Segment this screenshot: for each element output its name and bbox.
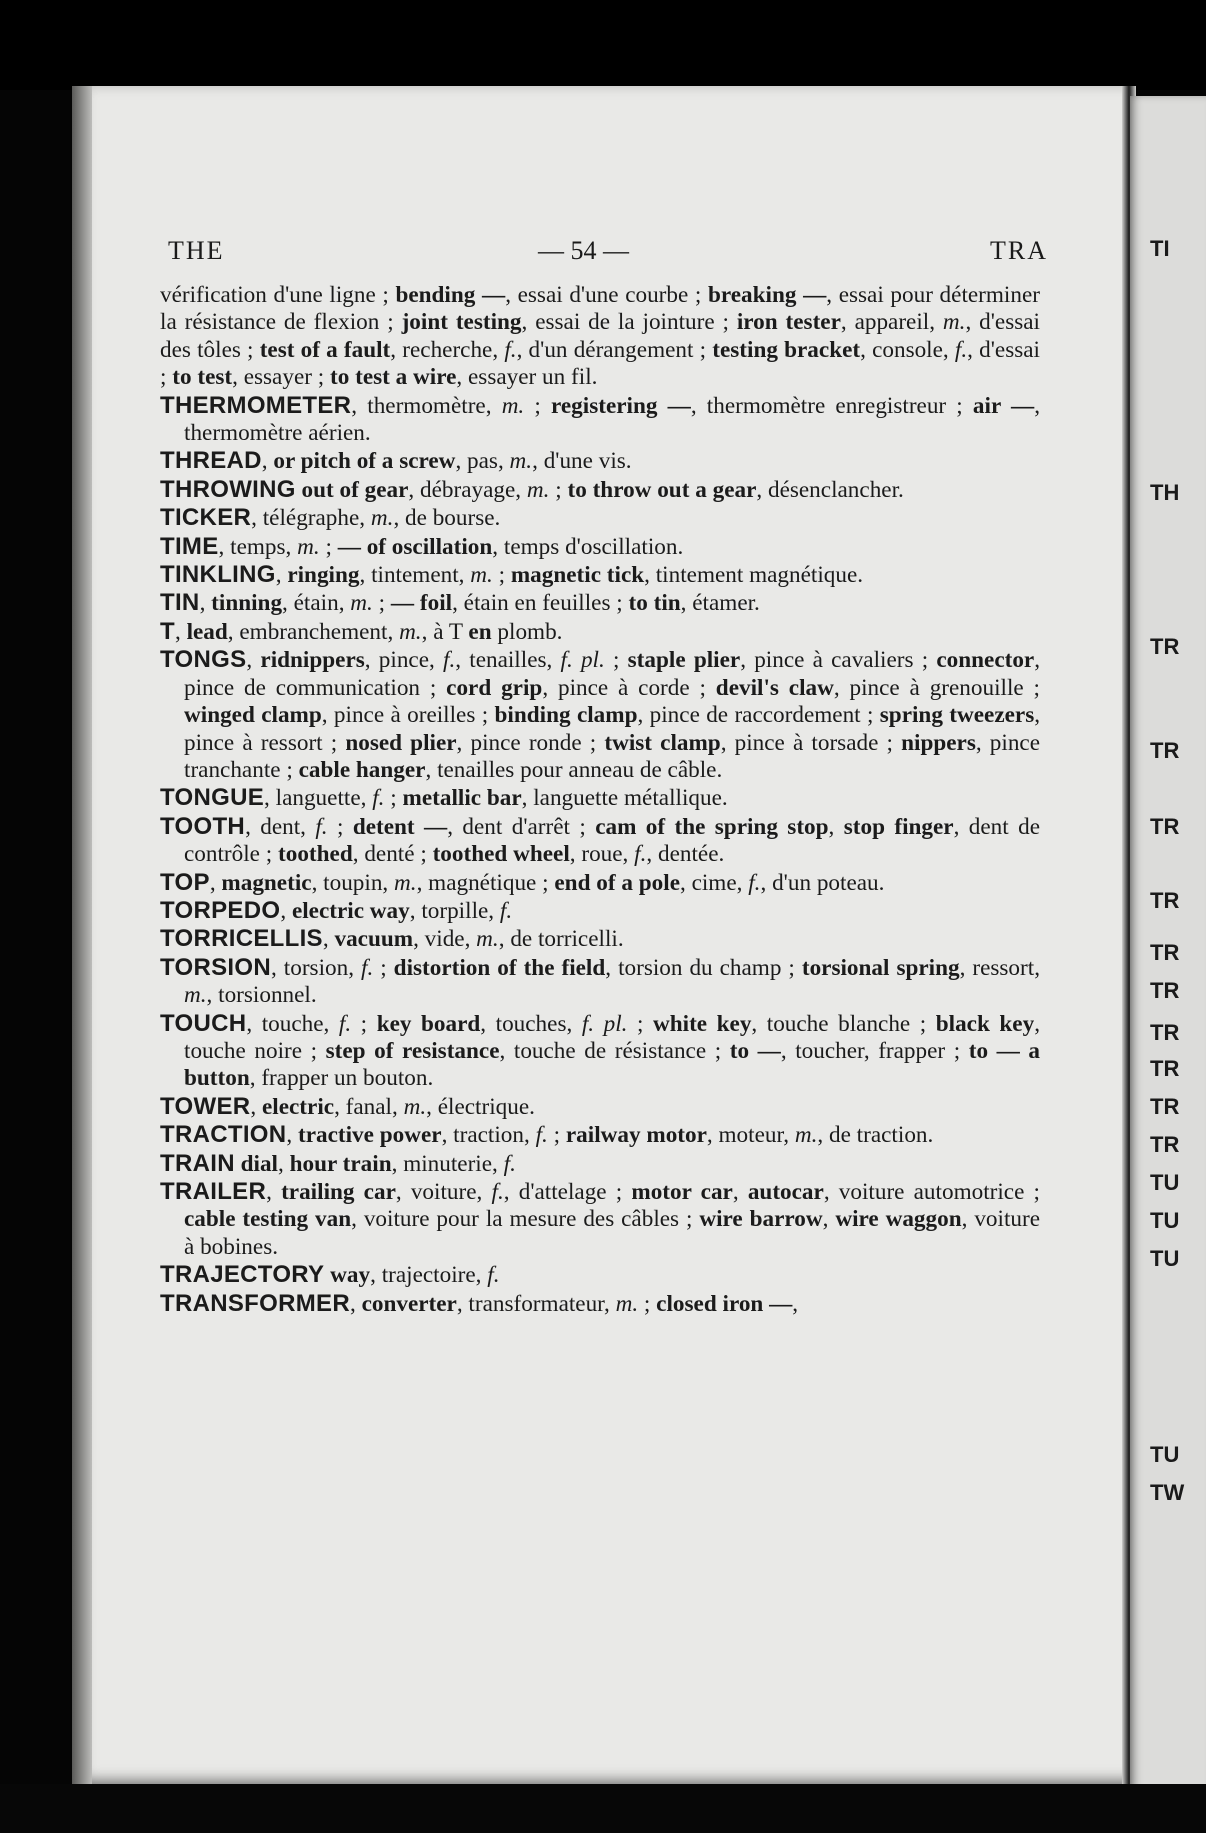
- page-spine-shadow: [72, 86, 92, 1784]
- headword: TICKER: [160, 504, 252, 532]
- dictionary-entry: [160, 869, 1040, 897]
- entry-text: , temps,: [218, 533, 298, 560]
- entry-text: , toupin,: [311, 869, 395, 896]
- headword: TORPEDO: [160, 896, 281, 924]
- entry-text: ,: [199, 590, 212, 617]
- entry-text: , dent d'arrêt ;: [447, 813, 596, 840]
- headword: TRANSFORMER: [160, 1289, 350, 1317]
- facing-page-headword-fragment: TR: [1150, 940, 1180, 965]
- english-term: cable hanger: [298, 756, 426, 783]
- entry-text: , étain en feuilles ;: [452, 590, 629, 617]
- entry-text: , torsionnel.: [206, 982, 317, 1009]
- page-number: — 54 —: [538, 236, 629, 265]
- english-term: magnetic tick: [510, 562, 645, 589]
- entry-text: , tintement magnétique.: [644, 562, 864, 589]
- gender-abbrev: m.: [470, 562, 493, 589]
- headword: TONGUE: [160, 784, 265, 812]
- english-term: devil's claw: [715, 674, 834, 701]
- entry-text: , touche de résistance ;: [499, 1037, 730, 1064]
- english-term: closed iron —: [656, 1290, 793, 1317]
- entry-text: ,: [246, 647, 261, 674]
- gender-abbrev: f.: [361, 954, 374, 981]
- entry-text: ,: [278, 1150, 290, 1177]
- entry-text: , tenailles,: [455, 647, 561, 674]
- entry-text: ;: [351, 1010, 377, 1037]
- facing-page-headword-fragment: TU: [1150, 1208, 1180, 1233]
- english-term: iron tester: [736, 309, 841, 336]
- entry-text: , dentée.: [646, 841, 725, 868]
- dictionary-entry: [160, 897, 1040, 925]
- entry-text: , pince de communication ;: [184, 647, 1041, 701]
- entry-text: , pince à oreilles ;: [321, 702, 495, 729]
- english-term: stop finger: [843, 813, 954, 840]
- english-term: magnetic: [221, 869, 312, 896]
- english-term: trailing car: [281, 1179, 396, 1205]
- headword: T: [160, 617, 175, 645]
- gender-abbrev: m.: [942, 309, 966, 336]
- english-term: black key: [935, 1010, 1035, 1037]
- entry-text: , touches,: [480, 1010, 582, 1037]
- facing-page-headword-fragment: TU: [1150, 1246, 1180, 1271]
- entry-text: , vide,: [413, 926, 477, 953]
- entry-text: , pince à ressort ;: [184, 702, 1041, 756]
- gender-abbrev: f.: [748, 869, 761, 896]
- entry-text: , toucher, frapper ;: [780, 1037, 969, 1064]
- facing-page-headword-fragment: TR: [1150, 888, 1180, 913]
- entry-text: , touche noire ;: [184, 1010, 1040, 1064]
- entry-text: , voiture à bobines.: [184, 1206, 1040, 1260]
- facing-page-headword-fragment: TW: [1150, 1480, 1185, 1505]
- gender-abbrev: f.: [535, 1122, 548, 1149]
- english-term: testing bracket: [712, 336, 861, 363]
- entry-text: , pince à torsade ;: [720, 729, 902, 756]
- english-term: cord grip: [446, 674, 543, 701]
- header-left-guide-word: THE: [168, 236, 225, 265]
- english-term: cam of the spring stop: [595, 813, 829, 840]
- facing-page-headword-fragment: TR: [1150, 1132, 1180, 1157]
- entry-text: , trajectoire,: [370, 1262, 488, 1289]
- scan-border-bottom: [0, 1784, 1206, 1833]
- entry-text: ,: [828, 813, 844, 840]
- gender-abbrev: f.: [954, 336, 968, 363]
- english-term: cable testing van: [184, 1206, 352, 1233]
- headword: TIN: [160, 589, 200, 617]
- entry-text: , fanal,: [334, 1093, 404, 1120]
- english-term: en: [468, 618, 492, 645]
- entry-text: , temps d'oscillation.: [492, 533, 684, 560]
- english-term: autocar: [747, 1179, 824, 1205]
- headword: TRACTION: [160, 1121, 287, 1149]
- gender-abbrev: f.: [499, 897, 513, 924]
- entry-text: ;: [319, 533, 338, 560]
- entry-text: ,: [250, 1093, 262, 1120]
- entry-text: ,: [261, 448, 274, 475]
- english-term: toothed: [278, 841, 353, 868]
- entry-text: , essai pour déterminer la résistance de flexion ;: [160, 282, 1040, 336]
- entry-text: , pince tranchante ;: [184, 729, 1041, 783]
- entry-text: , télégraphe,: [251, 505, 371, 532]
- english-term: tractive power: [297, 1122, 442, 1149]
- english-term: to —: [729, 1037, 781, 1064]
- english-term: railway motor: [565, 1122, 707, 1149]
- english-term: to tin: [628, 590, 681, 617]
- headword: TONGS: [160, 646, 247, 674]
- entry-text: , cime,: [679, 869, 749, 896]
- english-term: nippers: [901, 729, 976, 756]
- dictionary-entries: [160, 282, 1040, 1318]
- entry-text: ,: [349, 1290, 362, 1317]
- entry-text: ;: [384, 785, 403, 812]
- gender-abbrev: m.: [509, 448, 533, 475]
- headword: TORSION: [160, 953, 272, 981]
- gender-abbrev: f.: [491, 1179, 504, 1205]
- entry-text: ;: [549, 476, 568, 503]
- english-term: test of a fault: [259, 336, 391, 363]
- gender-abbrev: f.: [504, 336, 517, 363]
- entry-text: , dent,: [245, 813, 316, 840]
- english-term: air —: [972, 392, 1035, 419]
- english-term: vacuum: [334, 926, 414, 953]
- gender-abbrev: m.: [794, 1122, 818, 1149]
- entry-text: , pince de raccordement ;: [637, 702, 880, 729]
- english-term: wire barrow: [699, 1206, 823, 1233]
- headword: TOUCH: [160, 1009, 247, 1037]
- dictionary-entry: [160, 1178, 1040, 1261]
- headword: TRAIN: [160, 1149, 235, 1177]
- english-term: white key: [652, 1010, 752, 1037]
- entry-text: , à T: [421, 618, 469, 645]
- english-term: bending —: [395, 282, 506, 308]
- dictionary-entry: [160, 813, 1040, 869]
- entry-text: plomb.: [491, 618, 563, 645]
- gender-abbrev: f.: [315, 813, 328, 840]
- facing-page-headword-fragment: TR: [1150, 1056, 1180, 1081]
- english-term: distortion of the field: [393, 954, 606, 981]
- entry-text: , pas,: [455, 448, 510, 475]
- dictionary-entry: [160, 589, 1040, 617]
- english-term: hour train: [289, 1150, 392, 1177]
- facing-page-headword-fragment: TR: [1150, 1020, 1180, 1045]
- gender-abbrev: f. pl.: [581, 1010, 628, 1037]
- entry-text: ,: [822, 1206, 836, 1233]
- headword: TORRICELLIS: [160, 925, 323, 953]
- entry-text: ;: [547, 1122, 566, 1149]
- english-term: detent —: [352, 813, 448, 840]
- entry-text: , pince à grenouille ;: [833, 674, 1040, 701]
- facing-page-headword-fragment: TR: [1150, 814, 1180, 839]
- entry-text: , thermomètre,: [351, 392, 502, 419]
- entry-text: , roue,: [569, 841, 635, 868]
- entry-text: ,: [286, 1122, 298, 1149]
- entry-text: , transformateur,: [456, 1290, 616, 1317]
- gender-abbrev: m.: [394, 869, 417, 896]
- english-term: to test a wire: [330, 364, 457, 391]
- entry-text: ,: [280, 897, 292, 924]
- entry-text: , thermomètre aérien.: [184, 392, 1040, 447]
- facing-page-headword-fragment: TU: [1150, 1170, 1180, 1195]
- dictionary-entry: [160, 618, 1040, 646]
- gender-abbrev: f.: [338, 1010, 352, 1037]
- facing-page-headword-fragment: TH: [1150, 480, 1180, 505]
- english-term: to throw out a gear: [567, 476, 757, 503]
- entry-text: ;: [627, 1010, 653, 1037]
- gender-abbrev: f.: [487, 1262, 500, 1289]
- entry-text: , torpille,: [409, 897, 500, 924]
- entry-text: , débrayage,: [408, 476, 527, 503]
- entry-text: , console,: [860, 336, 955, 363]
- english-term: motor car: [631, 1179, 733, 1205]
- english-term: to test: [172, 364, 233, 391]
- english-term: — of oscillation: [337, 533, 493, 560]
- entry-text: ;: [372, 590, 391, 617]
- entry-text: , d'un poteau.: [760, 869, 885, 896]
- entry-text: , appareil,: [840, 309, 943, 336]
- entry-text: , magnétique ;: [416, 869, 555, 896]
- headword: THERMOMETER: [160, 391, 352, 419]
- english-term: spring tweezers: [879, 702, 1035, 729]
- dictionary-entry: [160, 1261, 1040, 1289]
- facing-page-headword-fragment: TR: [1150, 634, 1180, 659]
- dictionary-entry: [160, 392, 1040, 448]
- english-term: — foil: [390, 590, 453, 617]
- english-term: to — a button: [184, 1037, 1040, 1092]
- entry-text: ,: [209, 869, 222, 896]
- dictionary-entry: [160, 784, 1040, 812]
- entry-continuation: [160, 282, 1040, 392]
- entry-text: , étain,: [282, 590, 351, 617]
- entry-text: , essai d'une courbe ;: [505, 282, 708, 308]
- entry-text: , torsion du champ ;: [605, 954, 802, 981]
- english-term: winged clamp: [184, 702, 322, 729]
- english-term: out of gear: [301, 476, 409, 503]
- entry-text: , de torricelli.: [498, 926, 624, 953]
- headword: TRAJECTORY: [160, 1261, 325, 1289]
- dictionary-entry: [160, 646, 1040, 784]
- english-term: ridnippers: [260, 647, 365, 674]
- gender-abbrev: m.: [370, 505, 394, 532]
- headword: TOWER: [160, 1092, 251, 1120]
- english-term: staple plier: [627, 647, 741, 674]
- entry-text: ;: [373, 954, 394, 981]
- entry-text: , électrique.: [426, 1093, 535, 1120]
- entry-text: , d'une vis.: [532, 448, 632, 475]
- entry-text: ,: [732, 1179, 748, 1205]
- english-term: torsional spring: [801, 954, 960, 981]
- entry-text: , touche blanche ;: [751, 1010, 936, 1037]
- english-term: metallic bar: [402, 785, 522, 812]
- entry-text: , voiture pour la mesure des câbles ;: [351, 1206, 700, 1233]
- entry-text: , languette,: [264, 785, 373, 812]
- english-term: binding clamp: [494, 702, 638, 729]
- entry-text: , pince,: [364, 647, 443, 674]
- headword: TIME: [160, 532, 219, 560]
- entry-text: , d'essai des tôles ;: [160, 309, 1040, 363]
- entry-text: ,: [322, 926, 335, 953]
- entry-text: vérification d'une ligne ;: [160, 282, 396, 308]
- english-term: tinning: [211, 590, 283, 617]
- scan-border-top: [0, 0, 1206, 90]
- entry-text: , essayer ;: [232, 364, 330, 391]
- entry-text: ;: [524, 392, 552, 419]
- running-header: [168, 236, 1048, 270]
- facing-page-headword-fragment: TR: [1150, 1094, 1180, 1119]
- headword: TINKLING: [160, 561, 276, 589]
- english-term: way: [330, 1262, 371, 1289]
- english-term: lead: [186, 618, 228, 645]
- gender-abbrev: f.: [634, 841, 647, 868]
- headword: TOOTH: [160, 812, 246, 840]
- entry-text: , tenailles pour anneau de câble.: [425, 756, 723, 783]
- english-term: wire waggon: [835, 1206, 962, 1233]
- entry-text: , voiture automotrice ;: [823, 1179, 1041, 1205]
- gender-abbrev: m.: [403, 1093, 427, 1120]
- gender-abbrev: f.: [503, 1150, 516, 1177]
- entry-text: , de traction.: [817, 1122, 934, 1149]
- facing-page-headword-fragment: TR: [1150, 978, 1180, 1003]
- headword: TOP: [160, 868, 210, 896]
- headword: TRAILER: [160, 1178, 267, 1205]
- entry-text: , d'attelage ;: [503, 1179, 632, 1205]
- dictionary-entry: [160, 561, 1040, 589]
- facing-page-headword-fragment: TR: [1150, 738, 1180, 763]
- entry-text: , thermomètre enregistreur ;: [690, 392, 973, 419]
- gender-abbrev: m.: [399, 618, 422, 645]
- entry-text: , voiture,: [395, 1179, 492, 1205]
- dictionary-entry: [160, 1290, 1040, 1318]
- entry-text: ,: [174, 618, 187, 645]
- dictionary-entry: [160, 925, 1040, 953]
- entry-text: , pince à cavaliers ;: [740, 647, 937, 674]
- english-term: key board: [376, 1010, 481, 1037]
- entry-text: ;: [327, 813, 353, 840]
- entry-text: ,: [275, 562, 288, 589]
- entry-text: ;: [492, 562, 511, 589]
- gender-abbrev: m.: [501, 392, 525, 419]
- entry-text: , essayer un fil.: [456, 364, 598, 391]
- gender-abbrev: f.: [372, 785, 385, 812]
- entry-text: , recherche,: [390, 336, 505, 363]
- english-term: electric: [261, 1093, 335, 1120]
- english-term: converter: [361, 1290, 457, 1317]
- dictionary-entry: [160, 1121, 1040, 1149]
- english-term: end of a pole: [554, 869, 680, 896]
- dictionary-entry: [160, 476, 1040, 504]
- headword: THREAD: [160, 447, 262, 475]
- entry-text: ,: [792, 1290, 799, 1317]
- entry-text: , pince ronde ;: [456, 729, 605, 756]
- dictionary-entry: [160, 1150, 1040, 1178]
- entry-text: ,: [266, 1179, 282, 1205]
- entry-text: , frapper un bouton.: [249, 1065, 434, 1092]
- english-term: connector: [936, 647, 1035, 674]
- dictionary-entry: [160, 447, 1040, 475]
- gender-abbrev: m.: [297, 533, 320, 560]
- entry-text: , languette métallique.: [521, 785, 728, 812]
- english-term: electric way: [291, 897, 410, 924]
- entry-text: , ressort,: [959, 954, 1040, 981]
- entry-text: , pince à corde ;: [542, 674, 716, 701]
- english-term: twist clamp: [604, 729, 721, 756]
- dictionary-entry: [160, 533, 1040, 561]
- header-right-guide-word: TRA: [990, 236, 1048, 265]
- entry-text: , tintement,: [359, 562, 471, 589]
- english-term: ringing: [287, 562, 360, 589]
- gender-abbrev: m.: [615, 1290, 639, 1317]
- entry-text: , touche,: [246, 1010, 339, 1037]
- gender-abbrev: m.: [526, 476, 550, 503]
- entry-text: , denté ;: [352, 841, 433, 868]
- entry-text: , torsion,: [271, 954, 361, 981]
- entry-text: , dent de contrôle ;: [184, 813, 1040, 868]
- gender-abbrev: m.: [350, 590, 373, 617]
- english-term: breaking —: [707, 282, 827, 308]
- gender-abbrev: f.: [443, 647, 456, 674]
- entry-text: , d'un dérangement ;: [516, 336, 713, 363]
- entry-text: , moteur,: [706, 1122, 795, 1149]
- entry-text: , traction,: [441, 1122, 536, 1149]
- english-term: dial: [240, 1150, 278, 1177]
- facing-page-headword-fragment: TU: [1150, 1442, 1180, 1467]
- headword: THROWING: [160, 475, 296, 503]
- entry-text: , d'essai ;: [160, 336, 1040, 391]
- entry-text: , essai de la jointure ;: [521, 309, 737, 336]
- entry-text: , désenclancher.: [756, 476, 904, 503]
- entry-text: , minuterie,: [391, 1150, 504, 1177]
- dictionary-entry: [160, 954, 1040, 1010]
- dictionary-entry: [160, 1010, 1040, 1093]
- gender-abbrev: m.: [184, 982, 207, 1009]
- english-term: toothed wheel: [432, 841, 570, 868]
- dictionary-entry: [160, 504, 1040, 532]
- facing-page-headword-fragment: TI: [1150, 236, 1170, 261]
- english-term: step of resistance: [325, 1037, 500, 1064]
- english-term: registering —: [551, 392, 691, 419]
- english-term: nosed plier: [345, 729, 457, 756]
- entry-text: , de bourse.: [393, 505, 501, 532]
- gender-abbrev: f. pl.: [560, 647, 605, 674]
- gender-abbrev: m.: [476, 926, 499, 953]
- entry-text: , étamer.: [680, 590, 760, 617]
- entry-text: ;: [604, 647, 628, 674]
- entry-text: ;: [638, 1290, 657, 1317]
- english-term: or pitch of a screw: [273, 448, 456, 475]
- entry-text: , embranchement,: [227, 618, 400, 645]
- dictionary-entry: [160, 1093, 1040, 1121]
- english-term: joint testing: [401, 309, 522, 336]
